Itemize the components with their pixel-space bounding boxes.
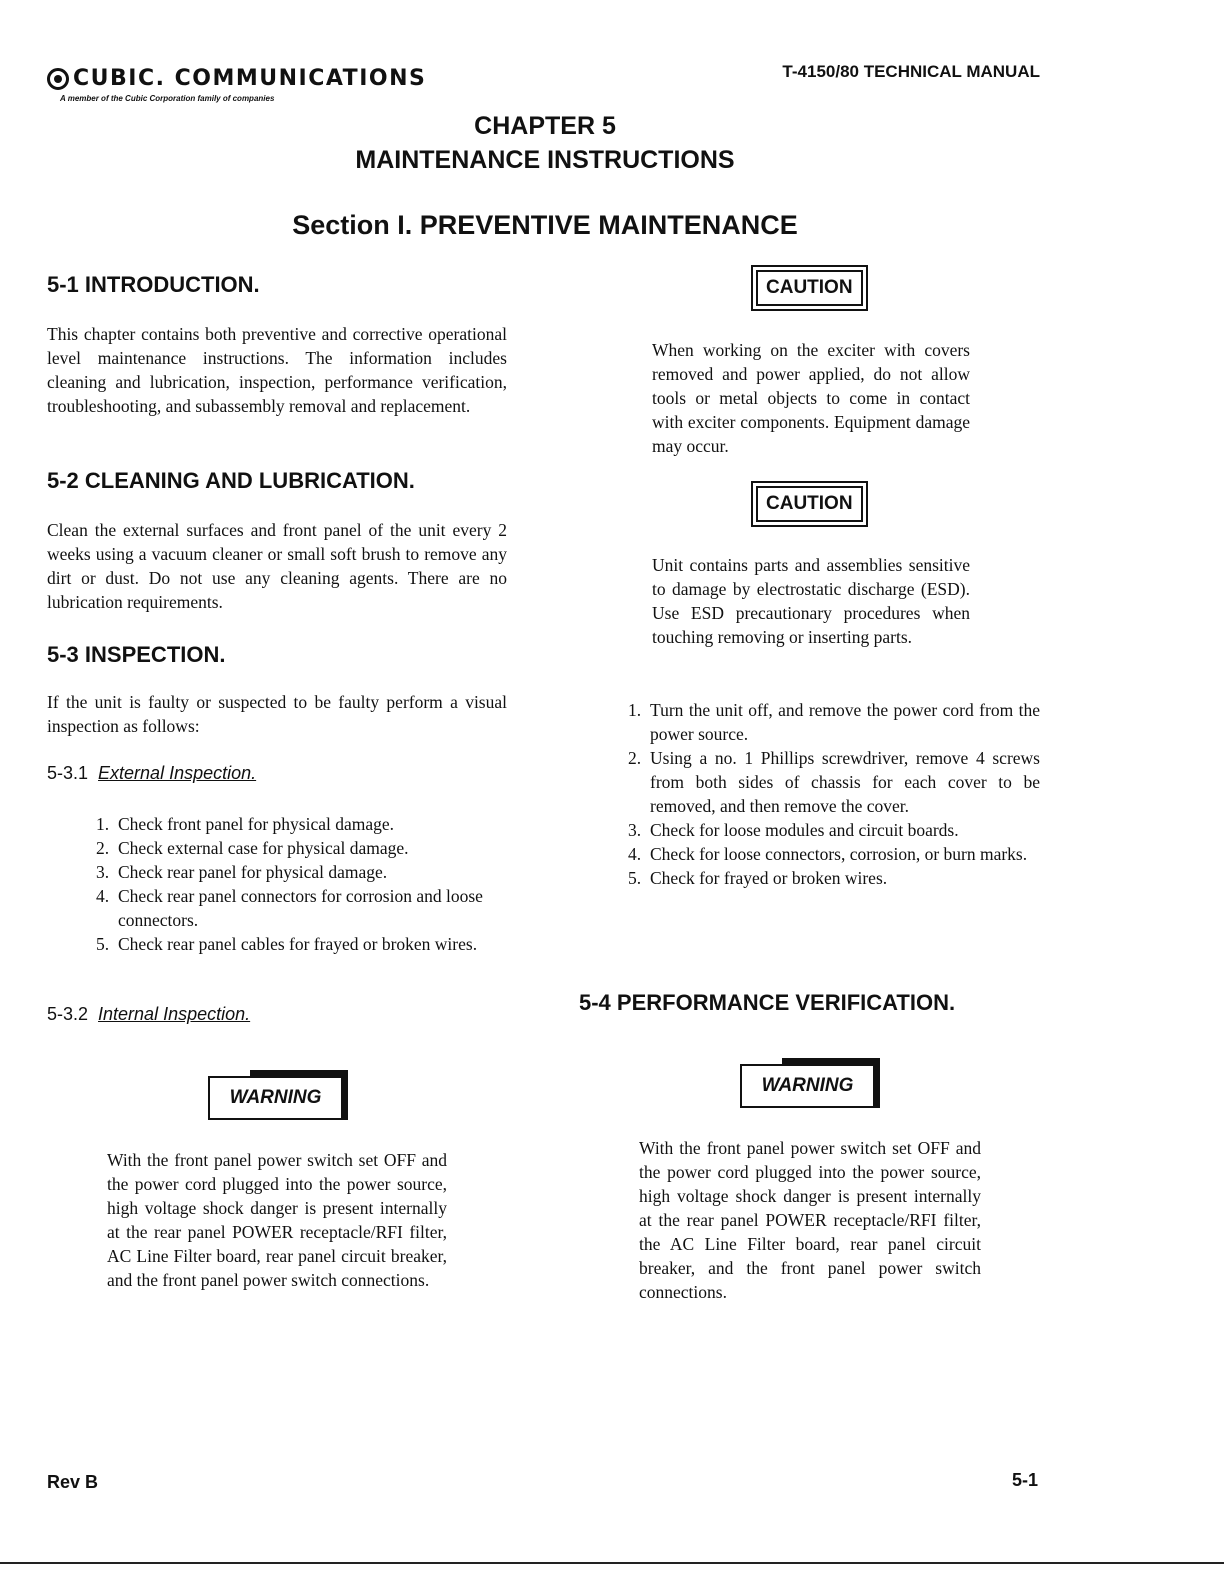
list-item-number: 5. [628, 868, 642, 888]
list-item-number: 2. [96, 838, 110, 858]
page-number: 5-1 [1011, 1470, 1038, 1490]
warning-text-performance: With the front panel power switch set OFF and the power cord plugged into the power source, high voltage shock danger is present internally at the rear panel POWER receptacle/RFI filter, the AC Line Filter board, rear panel circuit breaker, and the front panel power switch connections. [639, 1138, 981, 1302]
warning-box-performance: WARNING [740, 1064, 880, 1108]
list-item-text: Check for loose modules and circuit boards. [650, 820, 959, 840]
list-item [96, 812, 507, 836]
list-item-text: Check rear panel cables for frayed or broken wires. [118, 934, 478, 954]
manual-title: T-4150/80 TECHNICAL MANUAL [782, 62, 1040, 81]
list-item [96, 836, 507, 860]
subheading-title: Internal Inspection. [98, 1004, 251, 1024]
list-item-number: 3. [628, 820, 642, 840]
list-item [628, 698, 1040, 746]
cubic-logo-icon [47, 68, 69, 90]
caution-label: CAUTION [756, 486, 863, 522]
company-tagline: A member of the Cubic Corporation family of companies [60, 94, 275, 103]
warning-box-internal: WARNING [208, 1076, 348, 1120]
list-item [628, 842, 1040, 866]
list-item-text: Using a no. 1 Phillips screwdriver, remove 4 screws from both sides of chassis for each cover to be removed, and then remove the cover. [650, 748, 1040, 816]
heading-inspection: 5-3 INSPECTION. [47, 642, 226, 667]
external-inspection-list [96, 812, 507, 956]
list-item [96, 884, 507, 932]
inspection-text: If the unit is faulty or suspected to be faulty perform a visual inspection as follows: [47, 692, 507, 736]
list-item-text: Check rear panel for physical damage. [118, 862, 388, 882]
bottom-rule [0, 1562, 1224, 1564]
chapter-title: MAINTENANCE INSTRUCTIONS [355, 146, 735, 174]
list-item [628, 866, 1040, 890]
list-item-text: Check rear panel connectors for corrosion and loose connectors. [118, 886, 483, 930]
list-item [628, 746, 1040, 818]
company-name: CUBIC. COMMUNICATIONS [73, 66, 427, 91]
list-item-number: 5. [96, 934, 110, 954]
caution-text-1: When working on the exciter with covers removed and power applied, do not allow tools or metal objects to come in contact with exciter components. Equipment damage may occur. [652, 340, 970, 456]
heading-introduction: 5-1 INTRODUCTION. [47, 272, 260, 297]
internal-inspection-steps [628, 698, 1040, 890]
heading-performance-verification: 5-4 PERFORMANCE VERIFICATION. [579, 990, 956, 1015]
subheading-number: 5-3.2 [47, 1004, 89, 1024]
list-item-text: Check for frayed or broken wires. [650, 868, 888, 888]
chapter-number: CHAPTER 5 [474, 112, 616, 140]
subheading-internal-inspection [47, 1004, 250, 1025]
heading-cleaning: 5-2 CLEANING AND LUBRICATION. [47, 468, 415, 493]
caution-label: CAUTION [756, 270, 863, 306]
list-item-number: 4. [96, 886, 110, 906]
list-item-number: 3. [96, 862, 110, 882]
list-item [96, 860, 507, 884]
subheading-number: 5-3.1 [47, 763, 89, 783]
list-item [628, 818, 1040, 842]
introduction-text: This chapter contains both preventive and corrective operational level maintenance instructions. The information includes cleaning and lubrication, inspection, performance verification, troubleshooting, and subassembly removal and replacement. [47, 324, 507, 416]
list-item-text: Check for loose connectors, corrosion, or burn marks. [650, 844, 1028, 864]
revision-label: Rev B [47, 1472, 99, 1492]
company-logo [47, 66, 426, 91]
list-item-number: 1. [96, 814, 110, 834]
list-item-text: Check front panel for physical damage. [118, 814, 395, 834]
list-item-number: 2. [628, 748, 642, 768]
warning-text-internal: With the front panel power switch set OFF and the power cord plugged into the power source, high voltage shock danger is present internally at the rear panel POWER receptacle/RFI filter, AC Line Filter board, rear panel circuit breaker, and the front panel power switch connections. [107, 1150, 447, 1290]
list-item-text: Check external case for physical damage. [118, 838, 409, 858]
section-title: Section I. PREVENTIVE MAINTENANCE [292, 210, 798, 240]
list-item-number: 1. [628, 700, 642, 720]
list-item-text: Turn the unit off, and remove the power cord from the power source. [650, 700, 1040, 744]
list-item [96, 932, 507, 956]
list-item-number: 4. [628, 844, 642, 864]
cleaning-text: Clean the external surfaces and front panel of the unit every 2 weeks using a vacuum cleaner or small soft brush to remove any dirt or dust. Do not use any cleaning agents. There are no lubrication requirements. [47, 520, 507, 612]
caution-box-2 [751, 481, 868, 527]
subheading-external-inspection [47, 763, 256, 784]
subheading-title: External Inspection. [98, 763, 257, 783]
caution-box-1 [751, 265, 868, 311]
caution-text-2: Unit contains parts and assemblies sensitive to damage by electrostatic discharge (ESD). Use ESD precautionary procedures when touching removing or inserting parts. [652, 555, 970, 647]
